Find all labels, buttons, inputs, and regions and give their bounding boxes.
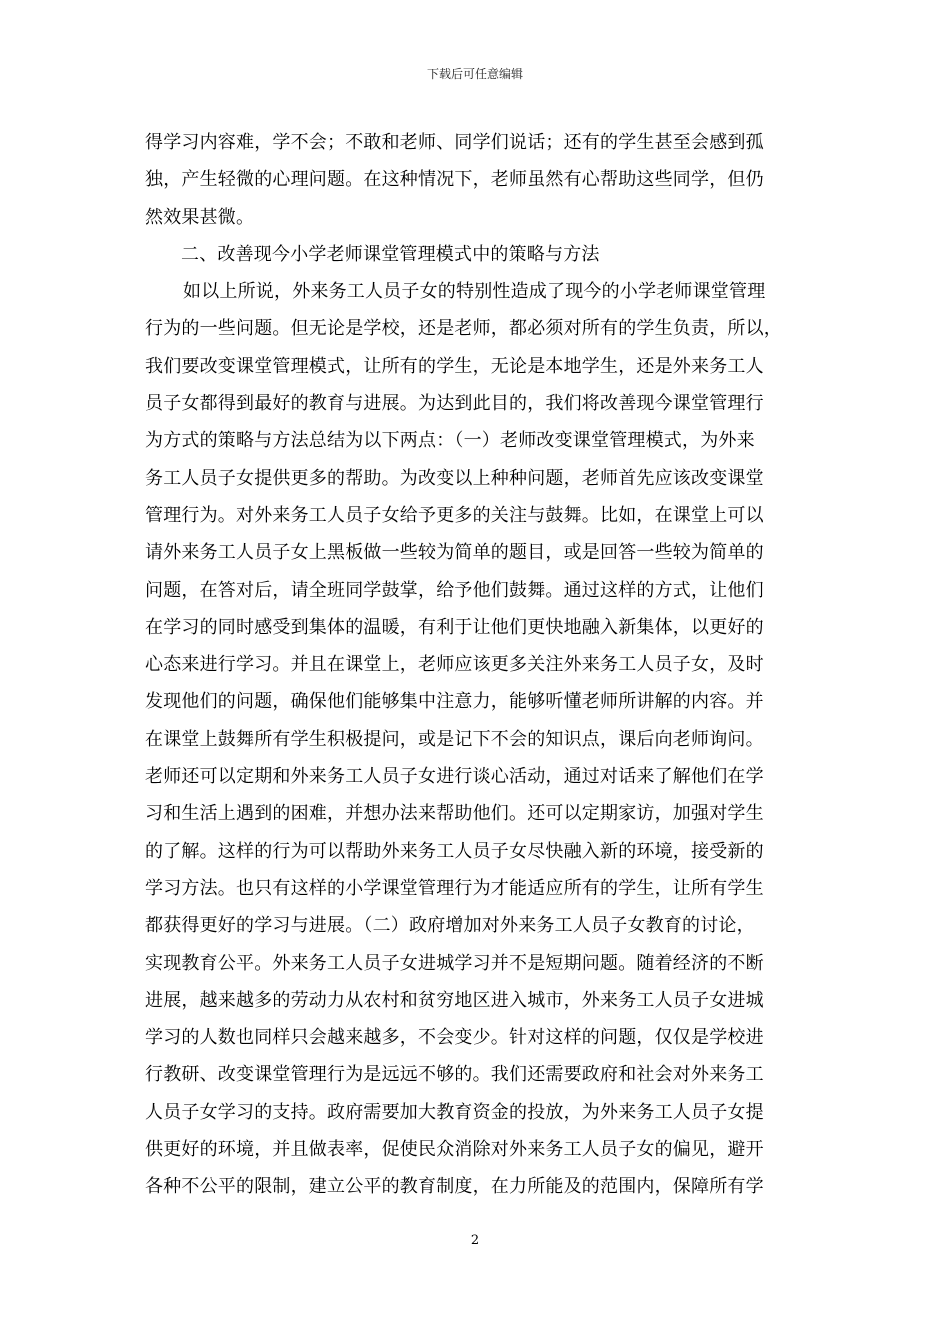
text-line: 员子女都得到最好的教育与进展。为达到此目的，我们将改善现今课堂管理行 xyxy=(145,393,764,415)
text-line: 独，产生轻微的心理问题。在这种情况下，老师虽然有心帮助这些同学，但仍 xyxy=(145,169,764,191)
page-header: 下载后可任意编辑 xyxy=(426,67,523,81)
text-line: 心态来进行学习。并且在课堂上，老师应该更多关注外来务工人员子女，及时 xyxy=(145,654,764,676)
text-line: 我们要改变课堂管理模式，让所有的学生，无论是本地学生，还是外来务工人 xyxy=(145,355,764,377)
text-line: 的了解。这样的行为可以帮助外来务工人员子女尽快融入新的环境，接受新的 xyxy=(145,840,764,862)
text-line: 为方式的策略与方法总结为以下两点：（一）老师改变课堂管理模式，为外来 xyxy=(145,430,755,452)
text-line: 人员子女学习的支持。政府需要加大教育资金的投放，为外来务工人员子女提 xyxy=(145,1101,764,1123)
text-line: 行教研、改变课堂管理行为是远远不够的。我们还需要政府和社会对外来务工 xyxy=(145,1064,764,1086)
text-line: 习和生活上遇到的困难，并想办法来帮助他们。还可以定期家访，加强对学生 xyxy=(145,803,764,825)
page-number: 2 xyxy=(470,1233,480,1248)
text-line: 在学习的同时感受到集体的温暖，有利于让他们更快地融入新集体，以更好的 xyxy=(145,616,764,638)
text-line: 得学习内容难，学不会；不敢和老师、同学们说话；还有的学生甚至会感到孤 xyxy=(145,132,764,153)
section-heading: 二、改善现今小学老师课堂管理模式中的策略与方法 xyxy=(181,243,600,265)
text-line: 学习的人数也同样只会越来越多，不会变少。针对这样的问题，仅仅是学校进 xyxy=(145,1027,764,1049)
text-line: 各种不公平的限制，建立公平的教育制度，在力所能及的范围内，保障所有学 xyxy=(145,1176,764,1198)
text-line: 供更好的环境，并且做表率，促使民众消除对外来务工人员子女的偏见，避开 xyxy=(145,1139,764,1161)
body-text xyxy=(145,124,810,1206)
text-line: 都获得更好的学习与进展。（二）政府增加对外来务工人员子女教育的讨论， xyxy=(145,915,755,937)
text-line: 老师还可以定期和外来务工人员子女进行谈心活动，通过对话来了解他们在学 xyxy=(145,766,764,788)
paragraph-start: 如以上所说，外来务工人员子女的特别性造成了现今的小学老师课堂管理 xyxy=(183,281,766,303)
text-line: 在课堂上鼓舞所有学生积极提问，或是记下不会的知识点，课后向老师询问。 xyxy=(145,728,764,750)
text-line: 请外来务工人员子女上黑板做一些较为简单的题目，或是回答一些较为简单的 xyxy=(145,542,764,564)
text-line: 然效果甚微。 xyxy=(145,206,255,228)
text-line: 实现教育公平。外来务工人员子女进城学习并不是短期问题。随着经济的不断 xyxy=(145,952,764,974)
text-line: 管理行为。对外来务工人员子女给予更多的关注与鼓舞。比如，在课堂上可以 xyxy=(145,504,764,526)
text-line: 行为的一些问题。但无论是学校，还是老师，都必须对所有的学生负责，所以， xyxy=(145,318,782,340)
text-line: 务工人员子女提供更多的帮助。为改变以上种种问题，老师首先应该改变课堂 xyxy=(145,467,764,489)
text-line: 进展，越来越多的劳动力从农村和贫穷地区进入城市，外来务工人员子女进城 xyxy=(145,989,764,1011)
text-line: 发现他们的问题，确保他们能够集中注意力，能够听懂老师所讲解的内容。并 xyxy=(145,691,764,713)
text-line: 问题，在答对后，请全班同学鼓掌，给予他们鼓舞。通过这样的方式，让他们 xyxy=(145,579,764,601)
text-line: 学习方法。也只有这样的小学课堂管理行为才能适应所有的学生，让所有学生 xyxy=(145,877,764,899)
